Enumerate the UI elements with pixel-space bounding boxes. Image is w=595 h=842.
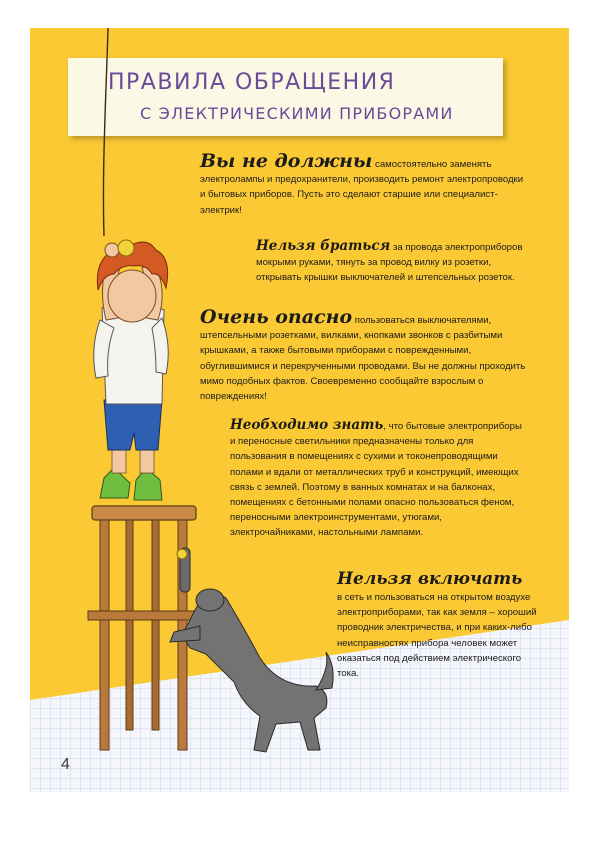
rule-block-must-not (200, 152, 528, 218)
rule-block-very-dangerous (200, 308, 528, 404)
stool (88, 506, 198, 750)
rule-lead: Вы не должны (200, 150, 373, 172)
rule-text: за провода электроприборов мокрыми руками, тянуть за провод вилку из розетки, открывать крышки выключателей и штепсельных розеток. (256, 242, 523, 284)
rule-lead: Очень опасно (200, 306, 353, 328)
rule-block-must-know (230, 418, 528, 541)
rule-text: , что бытовые электроприборы и переносные светильники предназначены только для пользования в помещениях с сухими и токонепроводящими полами и вдали от металлических труб и конструкций, имеющих связь с землей. Поэтому в ванных комнатах и на балконах, помещениях с бетонными полами опасно пользоваться феном, переносными электроинструментами, утюгами, электрочайниками, настольными лампами. (230, 421, 522, 539)
rule-text: самостоятельно заменять электролампы и предохранители, производить ремонт электропроводки и бытовых приборов. Пусть это сделают старшие или специалист-электрик! (200, 159, 524, 216)
rule-lead: Нельзя браться (256, 238, 391, 254)
rule-lead: Необходимо знать (230, 417, 384, 433)
rule-block-do-not-touch (256, 239, 528, 286)
rule-block-do-not-switch-on (337, 569, 537, 681)
rule-lead: Нельзя включать (337, 569, 523, 589)
rule-text: пользоваться выключателями, штепсельными розетками, вилками, кнопками звонков с разбитыми крышками, а также бытовыми приборами с поврежденными, обуглившимися и перекрученными проводами. Вы не должны проходить мимо подобных фактов. Своевременно сообщайте взрослым о повреждениях! (200, 315, 526, 403)
page (30, 28, 569, 792)
boy (94, 240, 169, 500)
page-title: ПРАВИЛА ОБРАЩЕНИЯ (108, 70, 396, 95)
rule-text: в сеть и пользоваться на открытом воздухе электроприборами, так как земля – хороший проводник электричества, и при каких-либо неисправностях прибора человек может оказаться под действием электрического тока. (337, 592, 537, 680)
dog (170, 548, 333, 752)
page-subtitle: С ЭЛЕКТРИЧЕСКИМИ ПРИБОРАМИ (140, 104, 454, 123)
page-number: 4 (61, 756, 70, 773)
